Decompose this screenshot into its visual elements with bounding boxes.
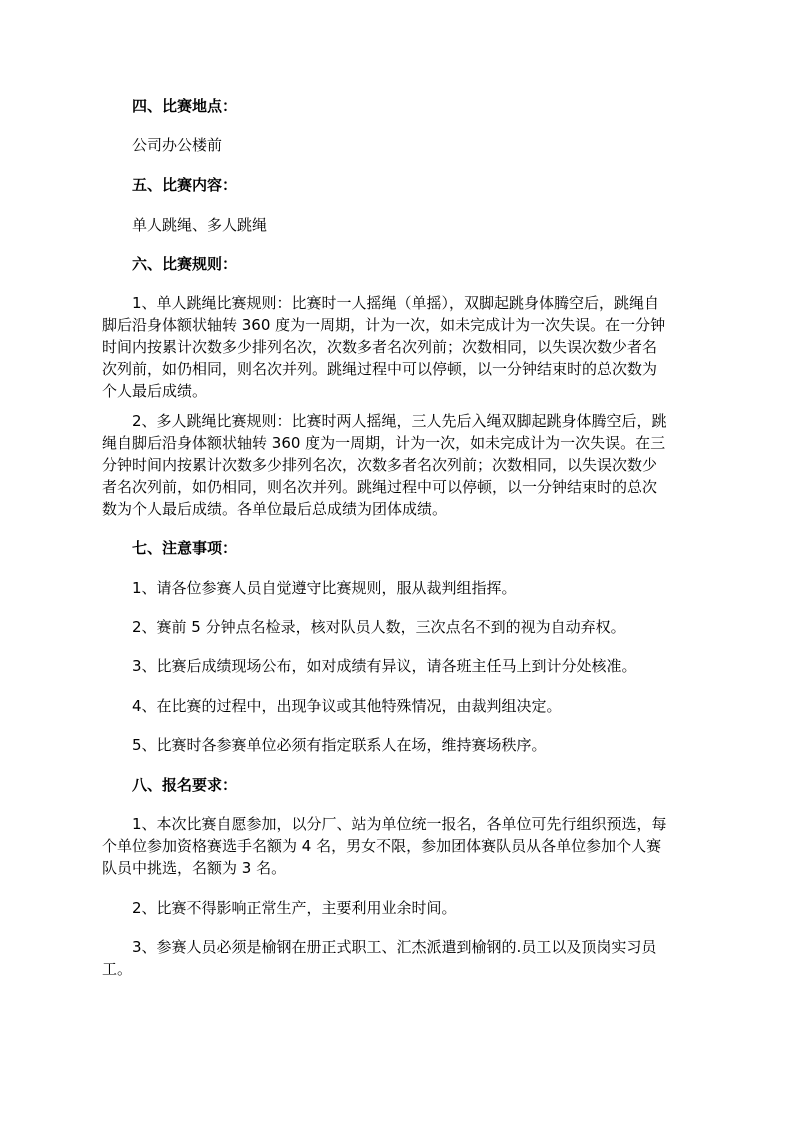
section-7-heading: 七、注意事项： (132, 539, 238, 557)
registration-line: 队员中挑选，名额为 3 名。 (102, 859, 287, 877)
section-6-heading: 六、比赛规则： (132, 255, 238, 273)
rule-2-line: 数为个人最后成绩。各单位最后总成绩为团体成绩。 (102, 500, 448, 518)
registration-item-3 (102, 936, 692, 980)
rule-1-paragraph (102, 292, 692, 402)
registration-item-1 (102, 813, 692, 879)
registration-item-2: 2、比赛不得影响正常生产，主要利用业余时间。 (132, 899, 457, 917)
rule-2-line: 者名次列前，如仍相同，则名次并列。跳绳过程中可以停顿，以一分钟结束时的总次 (102, 478, 658, 496)
rule-1-line: 次列前，如仍相同，则名次并列。跳绳过程中可以停顿，以一分钟结束时的总次数为 (102, 360, 658, 378)
rule-1-line: 脚后沿身体额状轴转 360 度为一周期，计为一次，如未完成计为一次失误。在一分钟 (102, 316, 666, 334)
rule-1-line: 个人最后成绩。 (102, 382, 208, 400)
section-4-body: 公司办公楼前 (132, 136, 223, 154)
registration-line: 3、参赛人员必须是榆钢在册正式职工、汇杰派遣到榆钢的.员工以及顶岗实习员 (132, 938, 657, 956)
notice-item: 3、比赛后成绩现场公布，如对成绩有异议，请各班主任马上到计分处核准。 (132, 657, 637, 675)
rule-1-line: 时间内按累计次数多少排列名次，次数多者名次列前；次数相同，以失误次数少者名 (102, 338, 658, 356)
registration-line: 个单位参加资格赛选手名额为 4 名，男女不限，参加团体赛队员从各单位参加个人赛 (102, 837, 662, 855)
section-8-heading: 八、报名要求： (132, 776, 238, 794)
section-4-heading: 四、比赛地点： (132, 97, 238, 115)
rule-1-line: 1、单人跳绳比赛规则：比赛时一人摇绳（单摇），双脚起跳身体腾空后，跳绳自 (132, 294, 660, 312)
rule-2-paragraph (102, 410, 692, 520)
rule-2-line: 2、多人跳绳比赛规则：比赛时两人摇绳，三人先后入绳双脚起跳身体腾空后，跳 (132, 412, 667, 430)
notice-item: 2、赛前 5 分钟点名检录，核对队员人数，三次点名不到的视为自动弃权。 (132, 618, 626, 636)
registration-line: 工。 (102, 960, 133, 978)
section-5-heading: 五、比赛内容： (132, 176, 238, 194)
notice-item: 4、在比赛的过程中，出现争议或其他特殊情况，由裁判组决定。 (132, 697, 562, 715)
notice-item: 1、请各位参赛人员自觉遵守比赛规则，服从裁判组指挥。 (132, 579, 517, 597)
section-5-body: 单人跳绳、多人跳绳 (132, 216, 268, 234)
rule-2-line: 绳自脚后沿身体额状轴转 360 度为一周期，计为一次，如未完成计为一次失误。在三 (102, 434, 666, 452)
notice-item: 5、比赛时各参赛单位必须有指定联系人在场，维持赛场秩序。 (132, 736, 547, 754)
registration-line: 1、本次比赛自愿参加，以分厂、站为单位统一报名，各单位可先行组织预选，每 (132, 815, 667, 833)
rule-2-line: 分钟时间内按累计次数多少排列名次，次数多者名次列前；次数相同，以失误次数少 (102, 456, 658, 474)
